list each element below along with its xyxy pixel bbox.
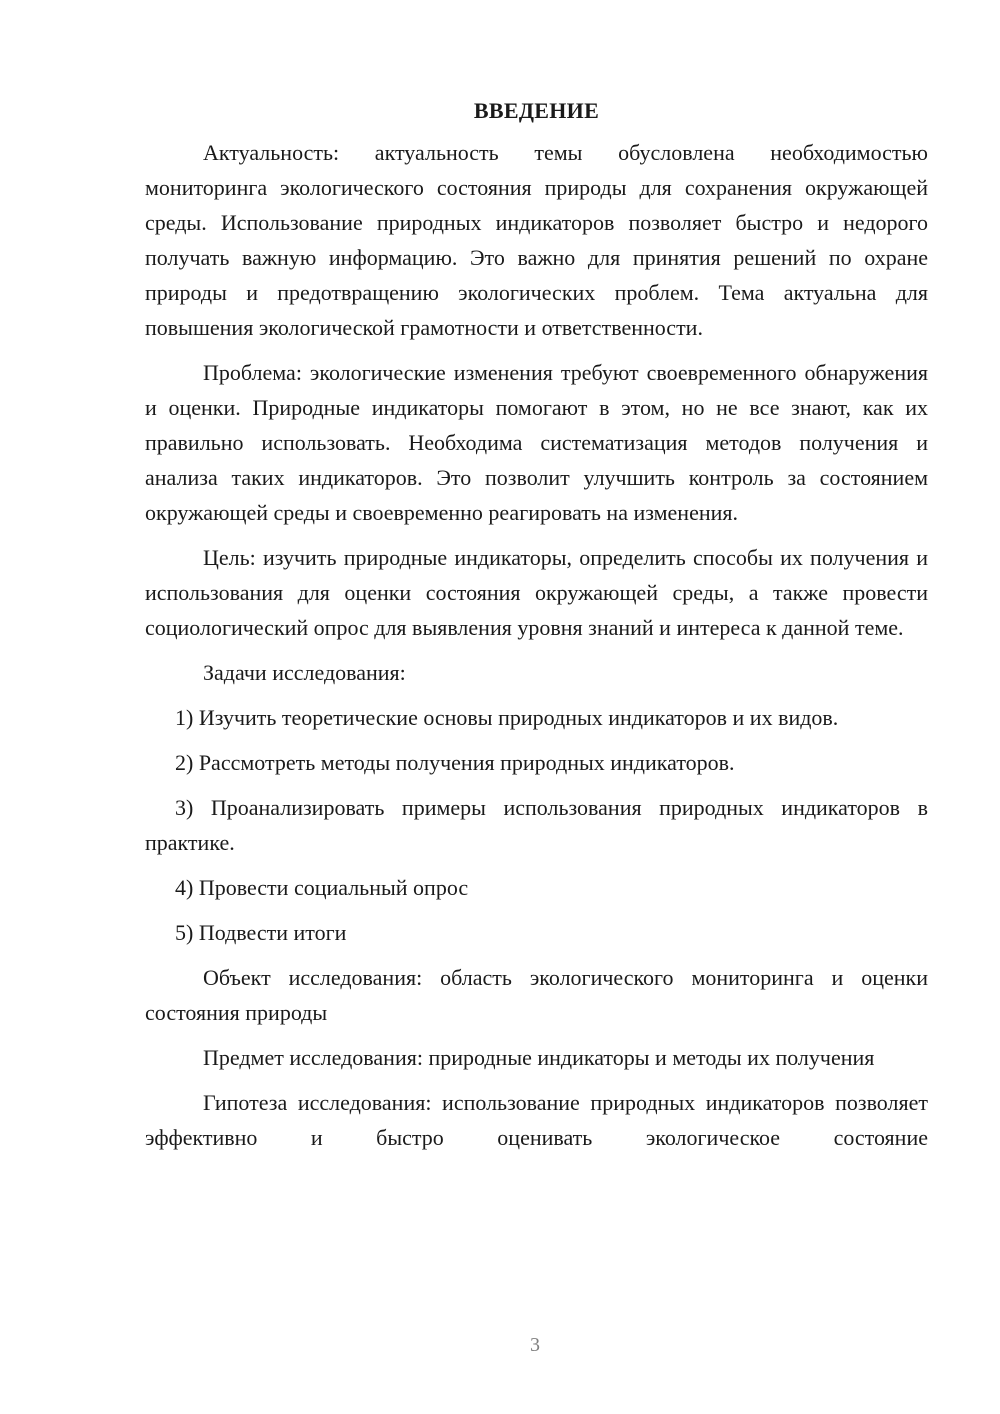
paragraph-subject: Предмет исследования: природные индикаторы и методы их получения (203, 1045, 875, 1070)
task-item-2: 2) Рассмотреть методы получения природных индикаторов. (175, 750, 735, 775)
paragraph-object: Объект исследования: область экологического мониторинга и оценки состояния природы (145, 965, 928, 1025)
task-item-3: 3) Проанализировать примеры использования природных индикаторов в практике. (145, 795, 928, 855)
document-page (145, 95, 928, 1165)
paragraph-goal: Цель: изучить природные индикаторы, определить способы их получения и использования для оценки состояния окружающей среды, а также провести социологический опрос для выявления уровня знаний и интереса к данной теме. (145, 545, 928, 640)
task-item-5: 5) Подвести итоги (175, 920, 347, 945)
tasks-heading: Задачи исследования: (203, 660, 406, 685)
task-item-1: 1) Изучить теоретические основы природных индикаторов и их видов. (175, 705, 839, 730)
page-number: 3 (530, 1334, 540, 1356)
paragraph-hypothesis: Гипотеза исследования: использование природных индикаторов позволяет эффективно и быстро оценивать экологическое состояние (145, 1090, 928, 1150)
paragraph-relevance: Актуальность: актуальность темы обусловлена необходимостью мониторинга экологического состояния природы для сохранения окружающей среды. Использование природных индикаторов позволяет быстро и недорого получать важную информацию. Это важно для принятия решений по охране природы и предотвращению экологических проблем. Тема актуальна для повышения экологической грамотности и ответственности. (145, 140, 928, 340)
section-title: ВВЕДЕНИЕ (473, 98, 600, 123)
task-item-4: 4) Провести социальный опрос (175, 875, 469, 900)
paragraph-problem: Проблема: экологические изменения требуют своевременного обнаружения и оценки. Природные индикаторы помогают в этом, но не все знают, как их правильно использовать. Необходима систематизация методов получения и анализа таких индикаторов. Это позволит улучшить контроль за состоянием окружающей среды и своевременно реагировать на изменения. (145, 360, 928, 525)
